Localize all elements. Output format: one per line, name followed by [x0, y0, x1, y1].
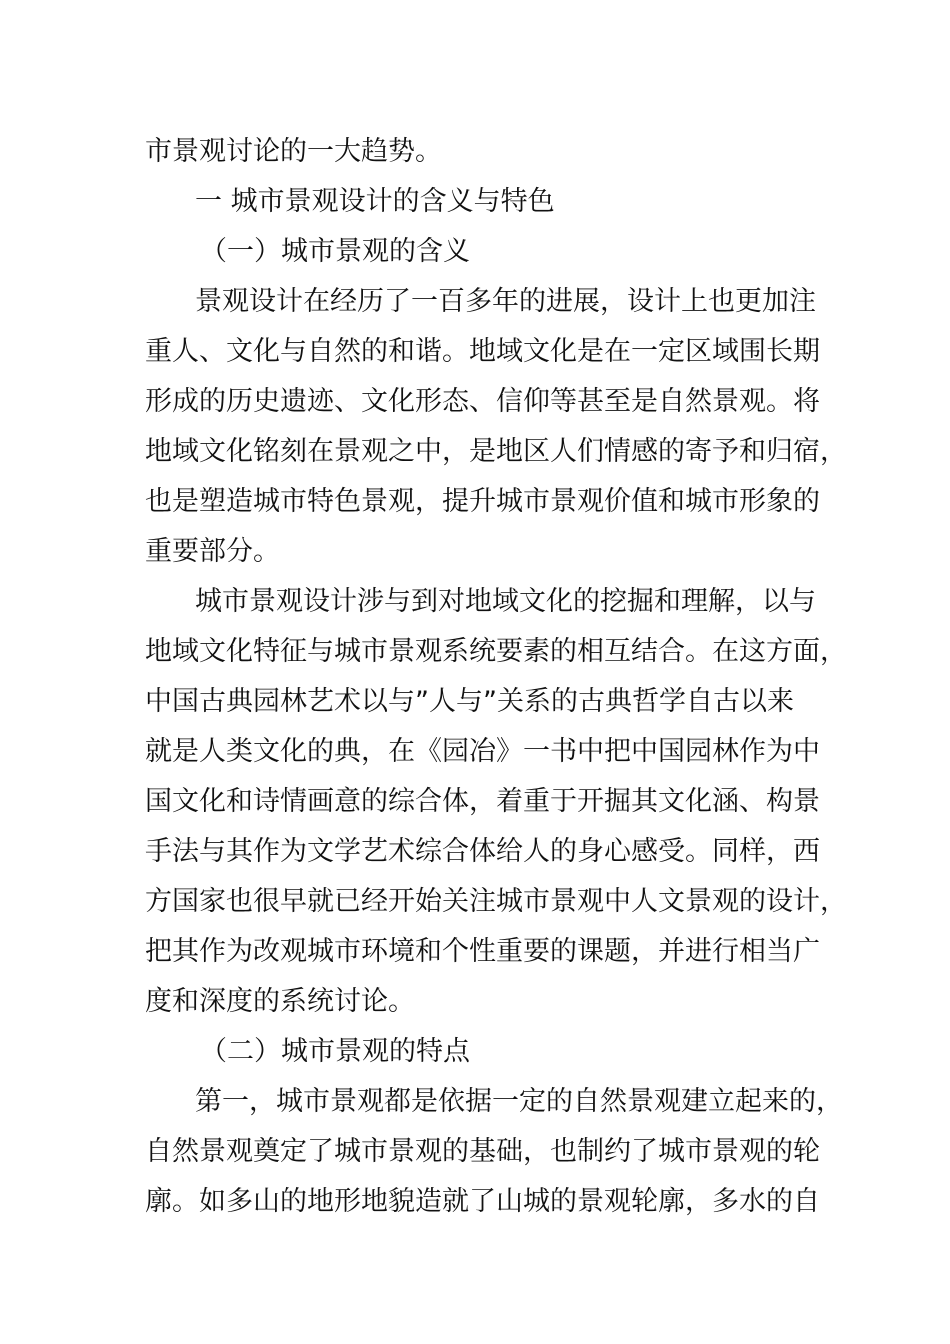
text-line: 也是塑造城市特色景观，提升城市景观价值和城市形象的: [145, 486, 820, 517]
text-line: 国文化和诗情画意的综合体，着重于开掘其文化涵、构景: [145, 786, 820, 817]
text-line: 手法与其作为文学艺术综合体给人的身心感受。同样，西: [145, 836, 820, 867]
text-line: 中国古典园林艺术以与”人与”关系的古典哲学自古以来: [145, 686, 794, 717]
text-line: 方国家也很早就已经开始关注城市景观中人文景观的设计，: [145, 886, 847, 917]
section-heading: 一 城市景观设计的含义与特色: [195, 186, 555, 217]
text-line: 重要部分。: [145, 536, 280, 567]
text-line: 就是人类文化的典，在《园冶》一书中把中国园林作为中: [145, 736, 820, 767]
text-line: 形成的历史遗迹、文化形态、信仰等甚至是自然景观。将: [145, 386, 820, 417]
text-line: 市景观讨论的一大趋势。: [145, 136, 442, 167]
subsection-heading: （二）城市景观的特点: [200, 1036, 470, 1067]
text-line: 重人、文化与自然的和谐。地域文化是在一定区域围长期: [145, 336, 820, 367]
text-line: 地域文化特征与城市景观系统要素的相互结合。在这方面，: [145, 636, 847, 667]
text-line: 把其作为改观城市环境和个性重要的课题，并进行相当广: [145, 936, 820, 967]
subsection-heading: （一）城市景观的含义: [200, 236, 470, 267]
text-line: 度和深度的系统讨论。: [145, 986, 415, 1017]
text-line: 城市景观设计涉与到对地域文化的挖掘和理解，以与: [195, 586, 816, 617]
text-line: 景观设计在经历了一百多年的进展，设计上也更加注: [195, 286, 816, 317]
text-line: 廓。如多山的地形地貌造就了山城的景观轮廓，多水的自: [145, 1186, 820, 1217]
text-line: 第一，城市景观都是依据一定的自然景观建立起来的，: [195, 1086, 843, 1117]
text-line: 地域文化铭刻在景观之中，是地区人们情感的寄予和归宿，: [145, 436, 847, 467]
text-line: 自然景观奠定了城市景观的基础，也制约了城市景观的轮: [145, 1136, 820, 1167]
